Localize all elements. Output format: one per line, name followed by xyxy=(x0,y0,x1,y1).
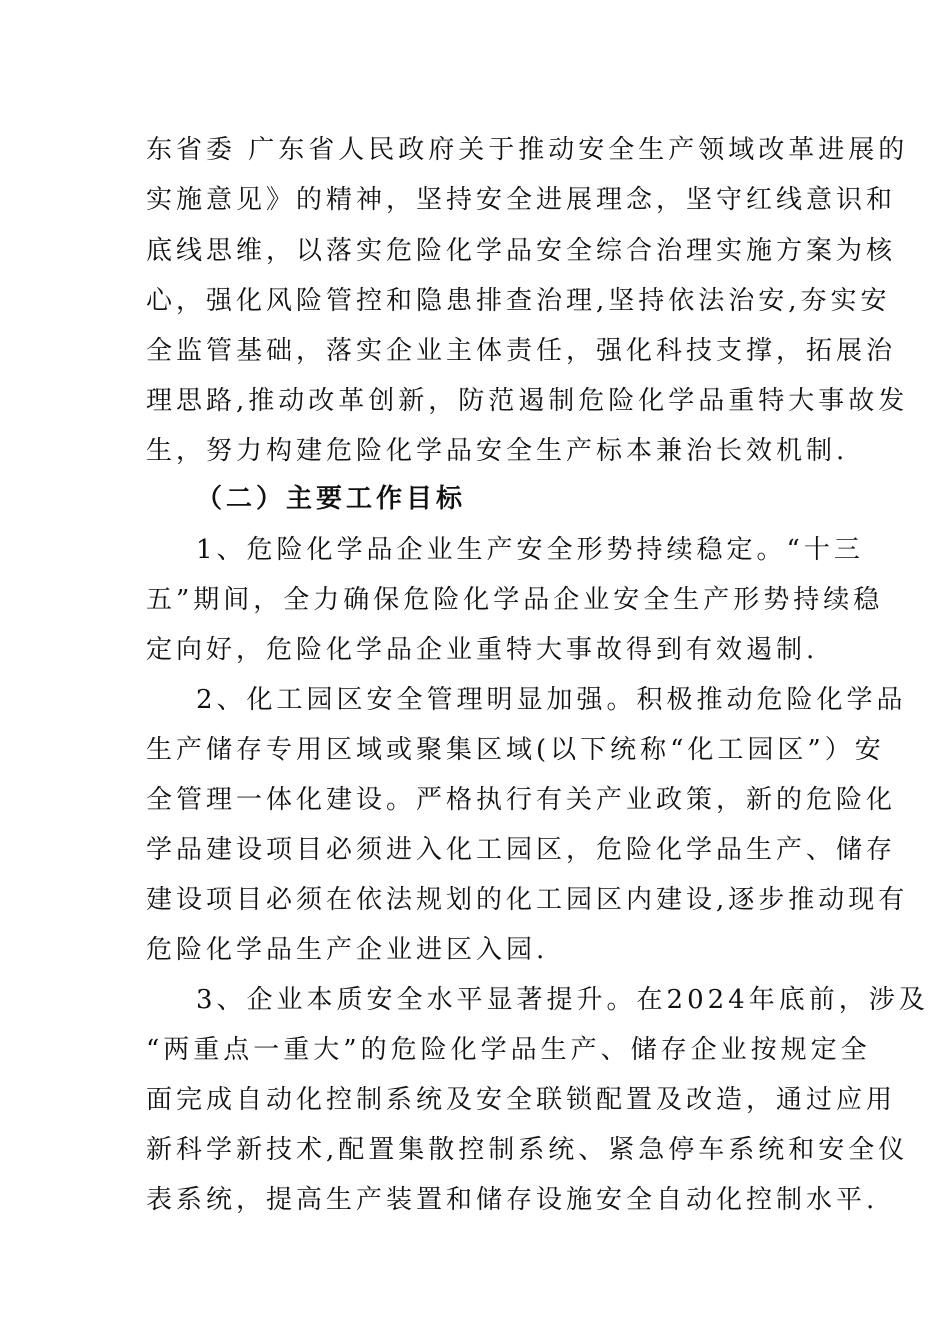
text-line: 定向好，危险化学品企业重特大事故得到有效遏制. xyxy=(146,635,819,665)
text-line: 五”期间，全力确保危险化学品企业安全生产形势持续稳 xyxy=(146,585,884,615)
paragraph-first-line: 2、化工园区安全管理明显加强。积极推动危险化学品 xyxy=(196,685,907,715)
paragraph-first-line: 3、企业本质安全水平显著提升。在2024年底前，涉及 xyxy=(196,985,929,1015)
text-line: “两重点一重大”的危险化学品生产、储存企业按规定全 xyxy=(146,1035,871,1065)
text-line: 危险化学品生产企业进区入园. xyxy=(146,935,549,965)
text-line: 心，强化风险管控和隐患排查治理,坚持依法治安,夯实安 xyxy=(146,286,891,316)
text-line: 建设项目必须在依法规划的化工园区内建设,逐步推动现有 xyxy=(146,885,909,915)
text-line: 表系统，提高生产装置和储存设施安全自动化控制水平. xyxy=(146,1185,879,1215)
text-line: 学品建设项目必须进入化工园区，危险化学品生产、储存 xyxy=(146,835,897,865)
text-line: 生，努力构建危险化学品安全生产标本兼治长效机制. xyxy=(146,436,849,466)
text-line: 生产储存专用区域或聚集区域(以下统称“化工园区”）安 xyxy=(146,735,885,765)
text-line: 面完成自动化控制系统及安全联锁配置及改造，通过应用 xyxy=(146,1085,897,1115)
text-line: 底线思维，以落实危险化学品安全综合治理实施方案为核 xyxy=(146,236,897,266)
section-heading: （二）主要工作目标 xyxy=(196,484,467,514)
text-line: 全监管基础，落实企业主体责任，强化科技支撑，拓展治 xyxy=(146,336,897,366)
text-line: 东省委 广东省人民政府关于推动安全生产领域改革进展的 xyxy=(146,135,909,165)
text-line: 新科学新技术,配置集散控制系统、紧急停车系统和安全仪 xyxy=(146,1135,909,1165)
text-line: 实施意见》的精神，坚持安全进展理念，坚守红线意识和 xyxy=(146,185,897,215)
text-line: 理思路,推动改革创新，防范遏制危险化学品重特大事故发 xyxy=(146,386,909,416)
paragraph-first-line: 1、危险化学品企业生产安全形势持续稳定。“十三 xyxy=(196,535,864,565)
text-line: 全管理一体化建设。严格执行有关产业政策，新的危险化 xyxy=(146,785,897,815)
